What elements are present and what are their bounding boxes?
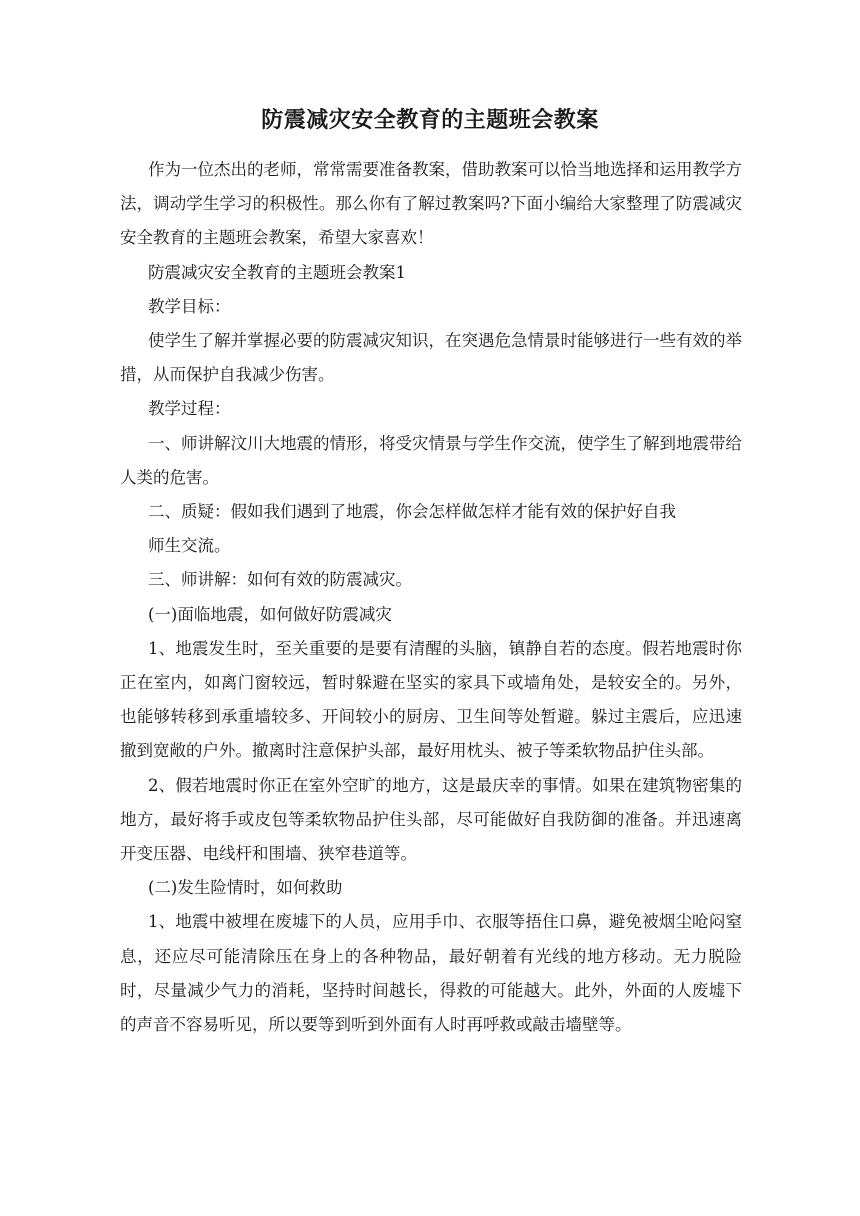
document-body: [120, 153, 742, 1042]
process-step-2: 二、质疑：假如我们遇到了地震，你会怎样做怎样才能有效的保护好自我: [148, 502, 676, 522]
subsection-1-item-1: 1、地震发生时，至关重要的是要有清醒的头脑，镇静自若的态度。假若地震时你正在室内，如离门窗较远，暂时躲避在坚实的家具下或墙角处，是较安全的。另外，也能够转移到承重墙较多、开间较小的厨房、卫生间等处暂避。躲过主震后，应迅速撤到宽敞的户外。撤离时注意保护头部，最好用枕头、被子等柔软物品护住头部。: [120, 638, 742, 761]
process-step-3: 三、师讲解：如何有效的防震减灾。: [148, 570, 412, 590]
document-title: 防震减灾安全教育的主题班会教案: [261, 107, 599, 133]
process-step-1: 一、师讲解汶川大地震的情形，将受灾情景与学生作交流，使学生了解到地震带给人类的危害。: [120, 433, 742, 487]
subsection-2-item-1: 1、地震中被埋在废墟下的人员，应用手巾、衣服等捂住口鼻，避免被烟尘呛闷窒息，还应尽可能清除压在身上的各种物品，最好朝着有光线的地方移动。无力脱险时，尽量减少气力的消耗，坚持时间越长，得救的可能越大。此外，外面的人废墟下的声音不容易听见，所以要等到听到外面有人时再呼救或敲击墙壁等。: [120, 912, 742, 1035]
section-heading: 防震减灾安全教育的主题班会教案1: [148, 262, 406, 282]
paragraph-intro: 作为一位杰出的老师，常常需要准备教案，借助教案可以恰当地选择和运用教学方法，调动学生学习的积极性。那么你有了解过教案吗?下面小编给大家整理了防震减灾安全教育的主题班会教案，希望大家喜欢！: [120, 160, 742, 248]
subsection-heading-2: (二)发生险情时，如何救助: [148, 878, 343, 898]
subsection-heading-1: (一)面临地震，如何做好防震减灾: [148, 604, 392, 624]
process-step-2-note: 师生交流。: [148, 536, 231, 556]
subsection-1-item-2: 2、假若地震时你正在室外空旷的地方，这是最庆幸的事情。如果在建筑物密集的地方，最好将手或皮包等柔软物品护住头部，尽可能做好自我防御的准备。并迅速离开变压器、电线杆和围墙、狭窄巷道等。: [120, 775, 742, 864]
teaching-process-label: 教学过程：: [148, 399, 231, 419]
teaching-goal-text: 使学生了解并掌握必要的防震减灾知识，在突遇危急情景时能够进行一些有效的举措，从而保护自我减少伤害。: [120, 331, 742, 385]
teaching-goal-label: 教学目标：: [148, 296, 231, 316]
